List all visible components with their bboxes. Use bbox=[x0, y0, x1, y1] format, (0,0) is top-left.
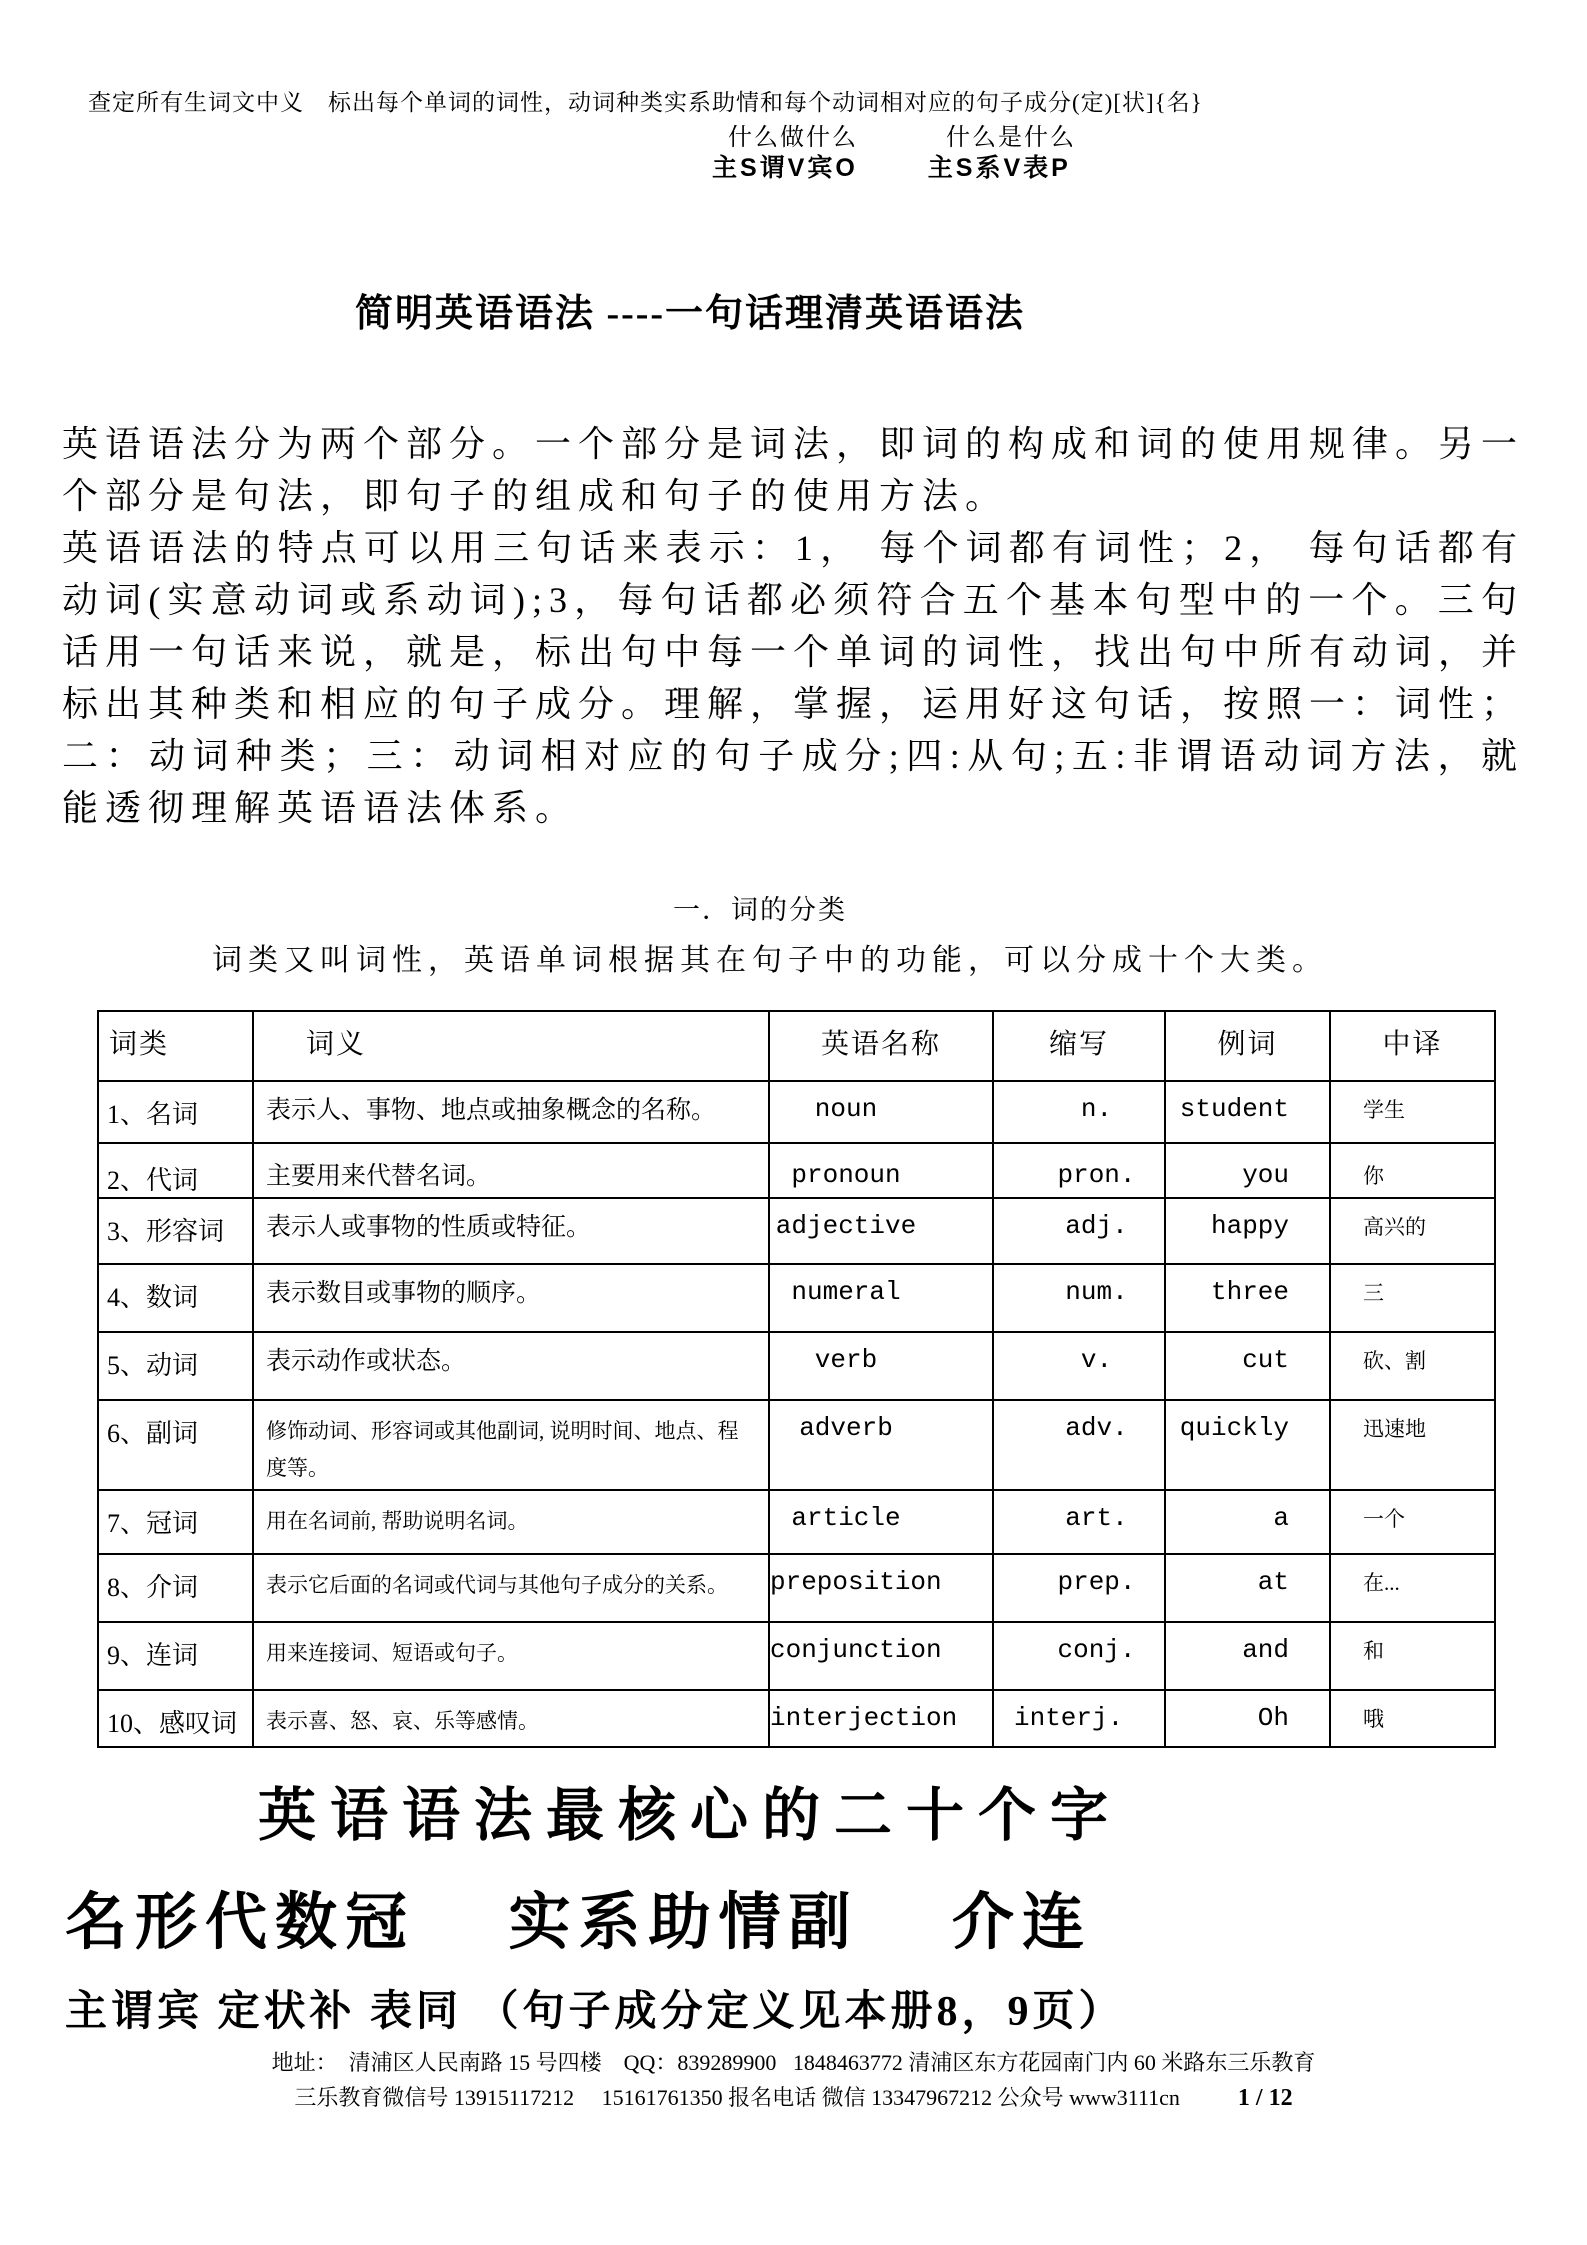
word-class-table bbox=[97, 1010, 1496, 1748]
cell-zh: 你 bbox=[1330, 1143, 1495, 1198]
table-row bbox=[98, 1554, 1495, 1622]
cell-abbr: art. bbox=[993, 1490, 1165, 1554]
cell-cls: 5、动词 bbox=[98, 1332, 253, 1400]
cell-abbr: prep. bbox=[993, 1554, 1165, 1622]
cell-example: a bbox=[1165, 1490, 1330, 1554]
core-twenty-chars-heading: 英语语法最核心的二十个字 bbox=[257, 1783, 1122, 1848]
table-row bbox=[98, 1622, 1495, 1690]
cell-en: preposition bbox=[769, 1554, 993, 1622]
cell-zh: 和 bbox=[1330, 1622, 1495, 1690]
cell-meaning: 主要用来代替名词。 bbox=[253, 1143, 769, 1198]
table-row bbox=[98, 1400, 1495, 1490]
page-number: 1 / 12 bbox=[1237, 2085, 1293, 2111]
cell-abbr: conj. bbox=[993, 1622, 1165, 1690]
footer-address: 地址： 清浦区人民南路 15 号四楼 QQ：839289900 1848463772 清浦区东方花园南门内 60 米路东三乐教育 bbox=[271, 2050, 1316, 2075]
cell-zh: 迅速地 bbox=[1330, 1400, 1495, 1490]
cell-meaning: 用来连接词、短语或句子。 bbox=[253, 1622, 769, 1690]
table-row bbox=[98, 1690, 1495, 1747]
cell-abbr: v. bbox=[993, 1332, 1165, 1400]
cell-abbr: n. bbox=[993, 1081, 1165, 1143]
cell-cls: 3、形容词 bbox=[98, 1198, 253, 1264]
cell-en: pronoun bbox=[769, 1143, 993, 1198]
cell-cls: 10、感叹词 bbox=[98, 1690, 253, 1747]
cell-example: at bbox=[1165, 1554, 1330, 1622]
cell-zh: 哦 bbox=[1330, 1690, 1495, 1747]
cell-en: noun bbox=[769, 1081, 993, 1143]
cell-abbr: adv. bbox=[993, 1400, 1165, 1490]
annotation-what-does-what: 什么做什么 bbox=[728, 125, 858, 151]
cell-zh: 高兴的 bbox=[1330, 1198, 1495, 1264]
cell-zh: 学生 bbox=[1330, 1081, 1495, 1143]
intro-paragraphs bbox=[62, 418, 1524, 834]
cell-en: adjective bbox=[769, 1198, 993, 1264]
page-title: 简明英语语法 ----一句话理清英语语法 bbox=[354, 293, 1026, 335]
column-header-chinese: 中译 bbox=[1330, 1011, 1495, 1081]
page-footer bbox=[0, 2045, 1587, 2116]
table-row bbox=[98, 1198, 1495, 1264]
cell-en: conjunction bbox=[769, 1622, 993, 1690]
cell-abbr: interj. bbox=[993, 1690, 1165, 1747]
table-row bbox=[98, 1490, 1495, 1554]
top-annotation-line1: 查定所有生词文中义 标出每个单词的词性，动词种类实系助情和每个动词相对应的句子成分(定)[状]{名} bbox=[88, 90, 1203, 115]
annotation-what-is-what: 什么是什么 bbox=[946, 125, 1076, 151]
cell-example: student bbox=[1165, 1081, 1330, 1143]
cell-meaning: 表示它后面的名词或代词与其他句子成分的关系。 bbox=[253, 1554, 769, 1622]
table-row bbox=[98, 1081, 1495, 1143]
cell-cls: 7、冠词 bbox=[98, 1490, 253, 1554]
cell-example: happy bbox=[1165, 1198, 1330, 1264]
intro-paragraph-2: 英语语法的特点可以用三句话来表示：1， 每个词都有词性；2， 每句话都有动词(实意动词或系动词);3，每句话都必须符合五个基本句型中的一个。三句话用一句话来说，就是，标出句中每一个单词的词性，找出句中所有动词，并标出其种类和相应的句子成分。理解，掌握，运用好这句话，按照一：词性；二：动词种类；三：动词相对应的句子成分;四:从句;五:非谓语动词方法，就能透彻理解英语语法体系。 bbox=[62, 528, 1525, 828]
column-header-word-class: 词类 bbox=[98, 1011, 253, 1081]
cell-example: cut bbox=[1165, 1332, 1330, 1400]
core-sentence-parts-line: 主谓宾 定状补 表同 （句子成分定义见本册8，9页） bbox=[65, 1989, 1125, 2035]
cell-en: verb bbox=[769, 1332, 993, 1400]
cell-abbr: num. bbox=[993, 1264, 1165, 1332]
section-heading: 一．词的分类 bbox=[673, 895, 847, 925]
cell-meaning: 表示数目或事物的顺序。 bbox=[253, 1264, 769, 1332]
cell-zh: 砍、割 bbox=[1330, 1332, 1495, 1400]
table-row bbox=[98, 1264, 1495, 1332]
section-subtitle: 词类又叫词性，英语单词根据其在句子中的功能，可以分成十个大类。 bbox=[212, 944, 1328, 977]
cell-cls: 9、连词 bbox=[98, 1622, 253, 1690]
annotation-svp-pattern: 主S系V表P bbox=[927, 154, 1071, 182]
column-header-meaning: 词义 bbox=[253, 1011, 769, 1081]
cell-cls: 2、代词 bbox=[98, 1143, 253, 1198]
footer-contacts-row bbox=[0, 2080, 1587, 2116]
cell-cls: 4、数词 bbox=[98, 1264, 253, 1332]
cell-meaning: 表示喜、怒、哀、乐等感情。 bbox=[253, 1690, 769, 1747]
table-row bbox=[98, 1143, 1495, 1198]
cell-meaning: 表示人或事物的性质或特征。 bbox=[253, 1198, 769, 1264]
cell-cls: 1、名词 bbox=[98, 1081, 253, 1143]
cell-meaning: 表示动作或状态。 bbox=[253, 1332, 769, 1400]
cell-en: adverb bbox=[769, 1400, 993, 1490]
column-header-abbreviation: 缩写 bbox=[993, 1011, 1165, 1081]
column-header-example-word: 例词 bbox=[1165, 1011, 1330, 1081]
cell-example: and bbox=[1165, 1622, 1330, 1690]
top-annotation-line2 bbox=[728, 117, 1076, 152]
cell-zh: 一个 bbox=[1330, 1490, 1495, 1554]
cell-zh: 三 bbox=[1330, 1264, 1495, 1332]
cell-meaning: 修饰动词、形容词或其他副词, 说明时间、地点、程度等。 bbox=[253, 1400, 769, 1490]
core-word-classes-line: 名形代数冠 实系助情副 介连 bbox=[65, 1889, 1093, 1957]
cell-example: Oh bbox=[1165, 1690, 1330, 1747]
cell-meaning: 表示人、事物、地点或抽象概念的名称。 bbox=[253, 1081, 769, 1143]
cell-en: article bbox=[769, 1490, 993, 1554]
cell-cls: 6、副词 bbox=[98, 1400, 253, 1490]
cell-example: you bbox=[1165, 1143, 1330, 1198]
table-row bbox=[98, 1332, 1495, 1400]
cell-abbr: pron. bbox=[993, 1143, 1165, 1198]
table-header-row bbox=[98, 1011, 1495, 1081]
footer-contacts: 三乐教育微信号 13915117212 15161761350 报名电话 微信 13347967212 公众号 www3111cn bbox=[294, 2085, 1180, 2110]
cell-zh: 在... bbox=[1330, 1554, 1495, 1622]
cell-cls: 8、介词 bbox=[98, 1554, 253, 1622]
cell-abbr: adj. bbox=[993, 1198, 1165, 1264]
cell-example: quickly bbox=[1165, 1400, 1330, 1490]
top-annotation-line3 bbox=[712, 148, 1071, 184]
intro-paragraph-1: 英语语法分为两个部分。一个部分是词法，即词的构成和词的使用规律。另一个部分是句法，即句子的组成和句子的使用方法。 bbox=[62, 424, 1525, 516]
annotation-svo-pattern: 主S谓V宾O bbox=[712, 154, 858, 182]
cell-en: numeral bbox=[769, 1264, 993, 1332]
cell-meaning: 用在名词前, 帮助说明名词。 bbox=[253, 1490, 769, 1554]
cell-en: interjection bbox=[769, 1690, 993, 1747]
column-header-english-name: 英语名称 bbox=[769, 1011, 993, 1081]
cell-example: three bbox=[1165, 1264, 1330, 1332]
